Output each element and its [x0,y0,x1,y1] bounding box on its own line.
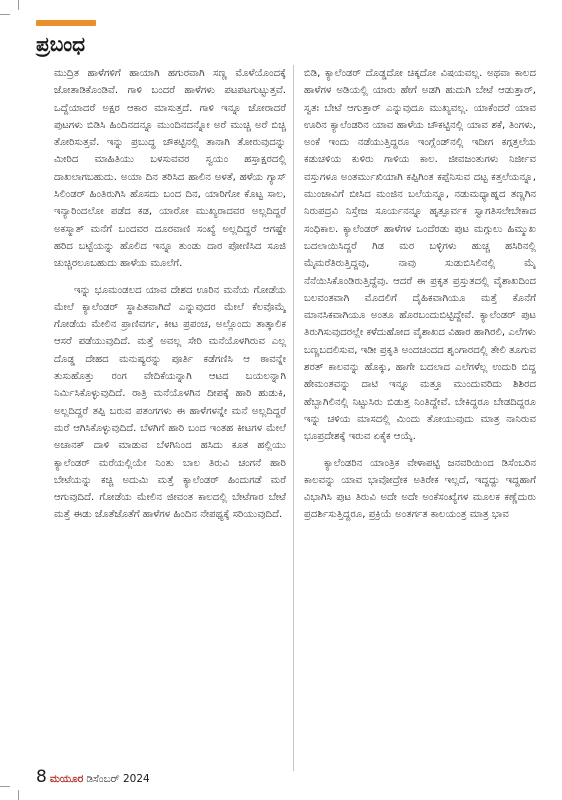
issue-date: ಡಿಸೆಂಬರ್ 2024 [86,773,150,785]
crop-mark-top-left-v [18,0,19,10]
page-footer [36,767,150,789]
magazine-logo: ಮಯೂರ [49,773,84,785]
section-accent-bar [36,20,96,26]
crop-mark-top-left-h [0,14,10,15]
paragraph: ಬಿಡಿ, ಕ್ಯಾಲೆಂಡರ್ ದೊಡ್ಡದೋ ಚಿಕ್ಕದೋ ವಿಷಯವಲ್ಲ. ಅಥವಾ ಕಾಲದ ಹಾಳೆಗಳ ಅಡಿಯಲ್ಲಿ ಯಾರು ಹೇಗೆ ಅಡಗಿ ಹುದುಗಿ ಬೇಟೆ ಆಡುತ್ತಾರ್, ಸ್ವತಃ ಬೇಟೆ ಆಗುತ್ತಾರ್ ಎನ್ನುವುದೂ ಮುಖ್ಯವಲ್ಲ. ಯಾಕೆಂದರೆ ಯಾವ ಊರಿನ ಕ್ಯಾಲೆಂಡರಿನ ಯಾವ ಹಾಳೆಯ ಚೌಕಟ್ಟಿನಲ್ಲಿ ಯಾವ ಶಕೆ, ತಿಂಗಳು, ಅಂಕೆ ಇಂದು ನಡೆಯುತ್ತಿದ್ದರೂ ಇಂಗ್ಲೆಂಡ್‌ನಲ್ಲಿ ಇದೀಗ ಕಗ್ಗತ್ತಲೆಯ ಕಡುಚಳಿಯ ಕುಳಿರು ಗಾಳಿಯ ಕಾಲ. ಜೀವಜಂತುಗಳು ನಿರ್ಜೀವ ವಸ್ತುಗಳೂ ಅಂತರ್ಮುಖಿಯಾಗಿ ಕಪ್ಪಿಗಿಂತ ಕಪ್ಪೆನಿಸುವ ದಟ್ಟ ಕತ್ತಲೆಯನ್ನೂ, ಮುಂಜಾವಿಗೆ ಬೀಸಿದ ಮಂಜಿನ ಬಲೆಯನ್ನೂ, ನಡುಮಧ್ಯಾಹ್ನದ ತಣ್ಣಗಿನ ನಿರುಪದ್ರವಿ ನಿಸ್ತೇಜ ಸೂರ್ಯನನ್ನೂ ಹೃತ್ಪೂರ್ವಕ ಸ್ವಾಗತಿಸಲೇಬೇಕಾದ ಸಂಧಿಕಾಲ. ಕ್ಯಾಲೆಂಡರ್ ಹಾಳೆಗಳ ಒಂದೆರಡು ಪುಟ ಮಗ್ಗುಲು ಹಿಮ್ಮುಖ ಬದಲಾಯಿಸಿದ್ದರೆ ಗಿಡ ಮರ ಬಳ್ಳಿಗಳು ಹುಚ್ಚ ಹಸಿರಿನಲ್ಲಿ ಮೈಮರೆತಿರುತ್ತಿದ್ದವು, ನಾವು ಸುಡುಬಿಸಿಲಿನಲ್ಲಿ ಮೈ ನೆನೆಯಿಸಿಕೊಂಡಿರುತ್ತಿದ್ದೆವು. ಆದರೆ ಈ ಪ್ರಕೃತ ಪ್ರಸ್ತುತದಲ್ಲಿ ವೈಶಾಖದಿಂದ ಬಲವಂತವಾಗಿ ಮೊದಲಿಗೆ ದೈಹಿಕವಾಗಿಯೂ ಮತ್ತೆ ಕೊನೆಗೆ ಮಾನಸಿಕವಾಗಿಯೂ ಅಂತೂ ಹೊರಬಂದುಬಿಟ್ಟಿದ್ದೇವೆ. ಕ್ಯಾಲೆಂಡರ್ ಪುಟ ತಿರುಗಿಸುವುದರಲ್ಲೇ ಕಳೆದುಹೋದ ವೈಶಾಖದ ವಿಹಾರ ಹಾಗಿರಲಿ, ಎಲೆಗಳು ಬಣ್ಣಬದಲಿಸುವ, ಇಡೀ ಪ್ರಕೃತಿ ಅಂದಚಂದದ ಶೃಂಗಾರದಲ್ಲಿ ತೇಲಿ ತೂಗುವ ಶರತ್ ಕಾಲವನ್ನು ಹೊಕ್ಕು, ಹಾಗೇ ಬದಲಾದ ಎಲೆಗಳೆಲ್ಲ ಉದುರಿ ಬಿದ್ದ ಹೇಮಂತವನ್ನು ದಾಟಿ ಇನ್ನೂ ಮತ್ತೂ ಮುಂದುವರಿದು ಶಿಶಿರದ ಹೆಬ್ಬಾಗಿಲಿನಲ್ಲಿ ನಿಟ್ಟುಸಿರು ಬಿಡುತ್ತ ನಿಂತಿದ್ದೇವೆ. ಬೇಕಿದ್ದರೂ ಬೇಡದಿದ್ದರೂ ಇನ್ನು ಚಳಿಯ ಮಾಸದಲ್ಲಿ ಮಿಂದು ತೋಯುವುದು ಮಾತ್ರ ನಾನಿರುವ ಭೂಪ್ರದೇಶಕ್ಕೆ ಇರುವ ಏಕೈಕ ಆಯ್ಕೆ. [304,68,536,443]
page-number: 8 [36,767,47,787]
crop-mark-bottom-left-v [18,790,19,800]
paragraph: ಮುದ್ರಿತ ಹಾಳೆಗಳಿಗೆ ಹಾಯಾಗಿ ಹಗುರವಾಗಿ ಸಣ್ಣ ಮೊಳೆಯೊಂದಕ್ಕೆ ಜೋತಾಡಿಕೊಂಡಿವೆ. ಗಾಳಿ ಬಂದರೆ ಹಾಳೆಗಳು ಪಟಪಟಗುಟ್ಟುತ್ತವೆ. ಒದ್ದೆಯಾದರೆ ಅಕ್ಷರ ಆಕಾರ ಮಾಸುತ್ತದೆ. ಗಾಳಿ ಇನ್ನೂ ಜೋರಾದರೆ ಪುಟಗಳು ಬಿಡಿಸಿ ಹಿಂದಿನದನ್ನೂ ಮುಂದಿನದನ್ನೋ ಅರೆ ಮುಚ್ಚಿ ಅರೆ ಬಿಚ್ಚಿ ತೋರಿಸುತ್ತವೆ. ಇನ್ನು ಪ್ರಬುದ್ಧ ಚೌಕಟ್ಟಿನಲ್ಲಿ ತಾನಾಗಿ ತೋರುವುದನ್ನು ಮೀರಿದ ಮಾಹಿತಿಯು ಬಳಸುವವರ ಸ್ವಯಂ ಹಸ್ತಾಕ್ಷರದಲ್ಲಿ ದಾಖಲಾಗಬಹುದು. ಅಯಾ ದಿನ ತರಿಸಿದ ಹಾಲಿನ ಅಳತೆ, ಹಳೆಯ ಗ್ಯಾಸ್ ಸಿಲಿಂಡರ್ ಹಿಂತಿರುಗಿಸಿ ಹೊಸದು ಬಂದ ದಿನ, ಯಾರಿಗೋ ಕೊಟ್ಟ ಸಾಲ, ಇನ್ಯಾರಿಂದಲೋ ಪಡೆದ ಕಡ, ಯಾರೋ ಮುಖ್ಯರಾದವರ ಅಲ್ಲದಿದ್ದರೆ ಅಕಸ್ಮಾತ್ ಮನೆಗೆ ಬಂದವರ ದೂರವಾಣಿ ಸಂಖ್ಯೆ ಅಲ್ಲದಿದ್ದರೆ ಆಗಷ್ಟೇ ಹರಿದ ಬಟ್ಟೆಯನ್ನು ಹೊಲಿದ ಇನ್ನೂ ತುಂಡು ದಾರ ಪೋಣಿಸಿದ ಸೂಜಿ ಚುಚ್ಚಿರಲೂಬಹುದು ಹಾಳೆಯ ಮೂಲೆಗೆ. [54,68,286,270]
left-column [54,65,286,771]
right-column [304,65,536,771]
column-divider [293,65,294,771]
paragraph: ಇನ್ನು ಭೂಮಂಡಲದ ಯಾವ ದೇಶದ ಊರಿನ ಮನೆಯ ಗೋಡೆಯ ಮೇಲೆ ಕ್ಯಾಲೆಂಡರ್ ಸ್ಥಾಪಿತವಾಗಿದೆ ಎನ್ನುವುದರ ಮೇಲೆ ಕೆಲವೊಮ್ಮೆ ಗೋಡೆಯ ಮೇಲಿನ ಪ್ರಾಣಿವರ್ಗ, ಕೀಟ ಪ್ರಪಂಚ, ಅಲ್ಲೊಂದು ತಾತ್ಕಾಲಿಕ ಆಸರೆ ಪಡೆಯುವುದಿದೆ. ಮತ್ತೆ ಅವಲ್ಲ ಸೇರಿ ಮನೆಯೊಳಗಿರುವ ಎಲ್ಲ ದೊಡ್ಡ ದೇಹದ ಮನುಷ್ಯರನ್ನು ಪೂರ್ತಿ ಕಡೆಗಣಿಸಿ ಆ ಠಾವನ್ನೇ ತುಸುಹೊತ್ತು ರಂಗ ವೇದಿಕೆಯನ್ನಾಗಿ ಆಟದ ಬಯಲನ್ನಾಗಿ ನಿರ್ಮಿಸಿಕೊಳ್ಳುವುದಿದೆ. ರಾತ್ರಿ ಮನೆಯೊಳಗಿನ ದೀಪಕ್ಕೆ ಹಾರಿ ಹುಡುಕಿ, ಅಲ್ಲದಿದ್ದರೆ ತಪ್ಪಿ ಬರುವ ಪತಂಗಗಳು ಈ ಹಾಳೆಗಳನ್ನೇ ಮನೆ ಅಲ್ಲದಿದ್ದರೆ ಮರೆ ಆಗಿಸಿಕೊಳ್ಳುವುದಿದೆ. ಬೆಳಗಿಗೆ ಹಾರಿ ಬಂದ ಇಂತಹ ಕೀಟಗಳ ಮೇಲೆ ಅಚಾನಕ್ ದಾಳಿ ಮಾಡುವ ಬೆಳಗಿನಿಂದ ಹಸಿದು ಕೂತ ಹಲ್ಲಿಯು ಕ್ಯಾಲೆಂಡರ್ ಮರೆಯಲ್ಲಿಯೇ ನಿಂತು ಬಾಲ ತಿರುವಿ ಚಂಗನೆ ಹಾರಿ ಬೇಟೆಯನ್ನು ಕಚ್ಚಿ ಅದುಮಿ ಮತ್ತೆ ಕ್ಯಾಲೆಂಡರ್ ಹಿಂದುಗಡೆ ಮರೆ ಆಗುವುದಿದೆ. ಗೋಡೆಯ ಮೇಲಿನ ಜೀವಂತ ಕಾಲದಲ್ಲಿ ಬೇಟೆಗಾರ ಬೇಟೆ ಮತ್ತೆ ಈಡು ಜೊತೆಜೊತೆಗೆ ಹಾಳೆಗಳ ಹಿಂದಿನ ನೇಪಥ್ಯಕ್ಕೆ ಸರಿಯುವುದಿದೆ. [54,284,286,521]
crop-mark-bottom-left-h [0,786,10,787]
paragraph: ಕ್ಯಾಲೆಂಡರಿನ ಯಾಂತ್ರಿಕ ವೇಳಾಪಟ್ಟಿ ಜನವರಿಯಿಂದ ಡಿಸೆಂಬರಿನ ಕಾಲವನ್ನು ಯಾವ ಭಾವೋದ್ರೇಕ ಅತಿರೇಕ ಇಲ್ಲದೆ, ಇದ್ದದ್ದು ಇದ್ದಹಾಗೆ ವಿಭಾಗಿಸಿ ಪುಟ ತಿರುವಿ ಅದೇ ಅದೇ ಅಂಕೆಸಂಖ್ಯೆಗಳ ಮೂಲಕ ಕಣ್ಣೆದುರು ಪ್ರದರ್ಶಿಸುತ್ತಿದ್ದರೂ, ಪ್ರಕ್ರಿಯೆ ಅಂತರ್ಗತ ಕಾಲಯಂತ್ರ ಮಾತ್ರ ಭಾವ [304,457,536,521]
section-title: ಪ್ರಬಂಧ [36,32,86,56]
